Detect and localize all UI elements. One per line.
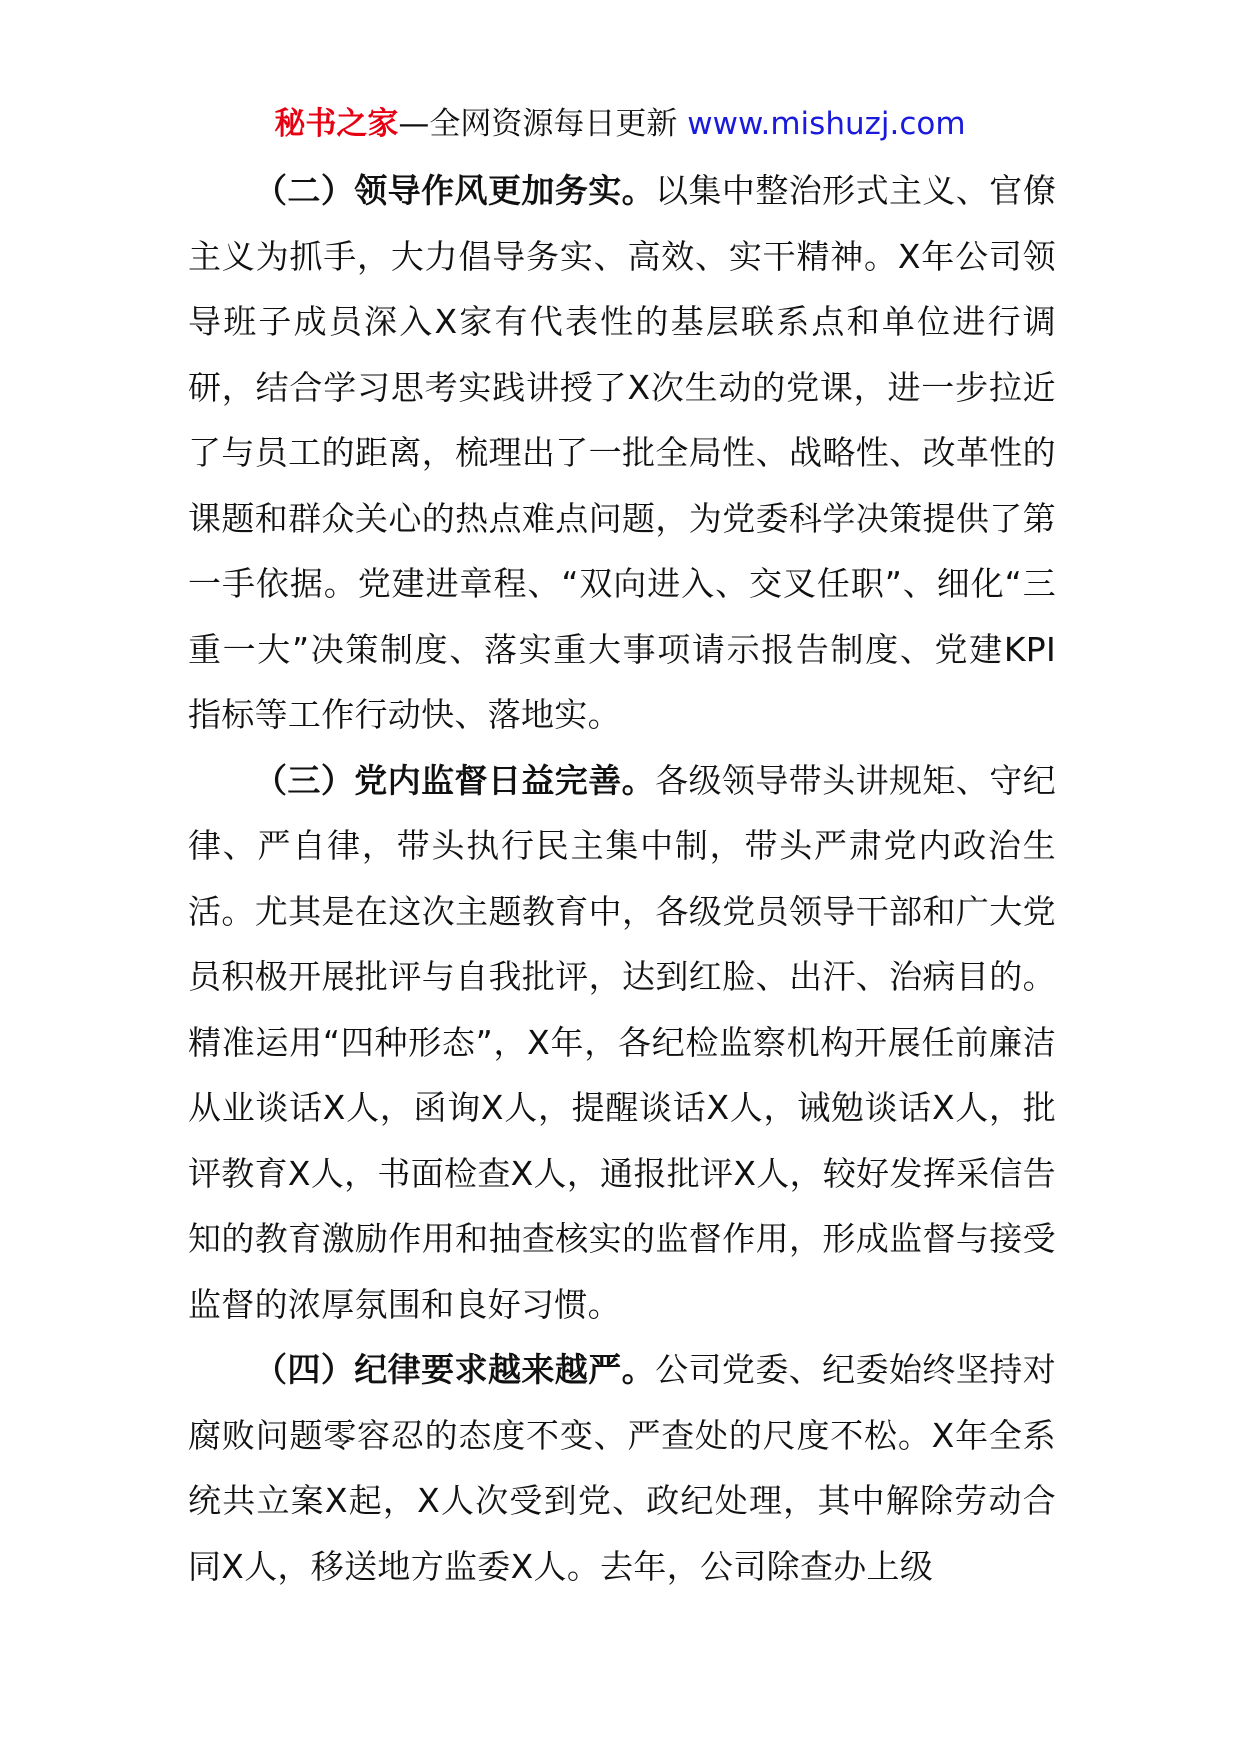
paragraph-discipline bbox=[188, 1337, 1056, 1599]
paragraph-heading: （二）领导作风更加务实。 bbox=[254, 171, 656, 210]
site-slogan: —全网资源每日更新 bbox=[398, 106, 688, 142]
paragraph-party-supervision bbox=[188, 748, 1056, 1338]
paragraph-text: 公司党委、纪委始终坚持对腐败问题零容忍的态度不变、严查处的尺度不松。X年全系统共立案X起，X人次受到党、政纪处理，其中解除劳动合同X人，移送地方监委X人。去年，公司除查办上级 bbox=[188, 1350, 1056, 1586]
paragraph-heading: （三）党内监督日益完善。 bbox=[254, 760, 656, 800]
site-brand: 秘书之家 bbox=[274, 106, 399, 142]
site-header bbox=[0, 102, 1240, 146]
paragraph-heading: （四）纪律要求越来越严。 bbox=[254, 1350, 656, 1389]
paragraph-text: 各级领导带头讲规矩、守纪律、严自律，带头执行民主集中制，带头严肃党内政治生活。尤其是在这次主题教育中，各级党员领导干部和广大党员积极开展批评与自我批评，达到红脸、出汗、治病目的。精准运用“四种形态”，X年，各纪检监察机构开展任前廉洁从业谈话X人，函询X人，提醒谈话X人，诫勉谈话X人，批评教育X人，书面检查X人，通报批评X人，较好发挥采信告知的教育激励作用和抽查核实的监督作用，形成监督与接受监督的浓厚氛围和良好习惯。 bbox=[188, 760, 1056, 1324]
paragraph-leadership-style bbox=[188, 158, 1056, 748]
document-body bbox=[188, 158, 1056, 1599]
paragraph-text: 以集中整治形式主义、官僚主义为抓手，大力倡导务实、高效、实干精神。X年公司领导班子成员深入X家有代表性的基层联系点和单位进行调研，结合学习思考实践讲授了X次生动的党课，进一步拉近了与员工的距离，梳理出了一批全局性、战略性、改革性的课题和群众关心的热点难点问题，为党委科学决策提供了第一手依据。党建进章程、“双向进入、交叉任职”、细化“三重一大”决策制度、落实重大事项请示报告制度、党建KPI指标等工作行动快、落地实。 bbox=[188, 171, 1056, 734]
site-url[interactable]: www.mishuzj.com bbox=[687, 106, 966, 142]
